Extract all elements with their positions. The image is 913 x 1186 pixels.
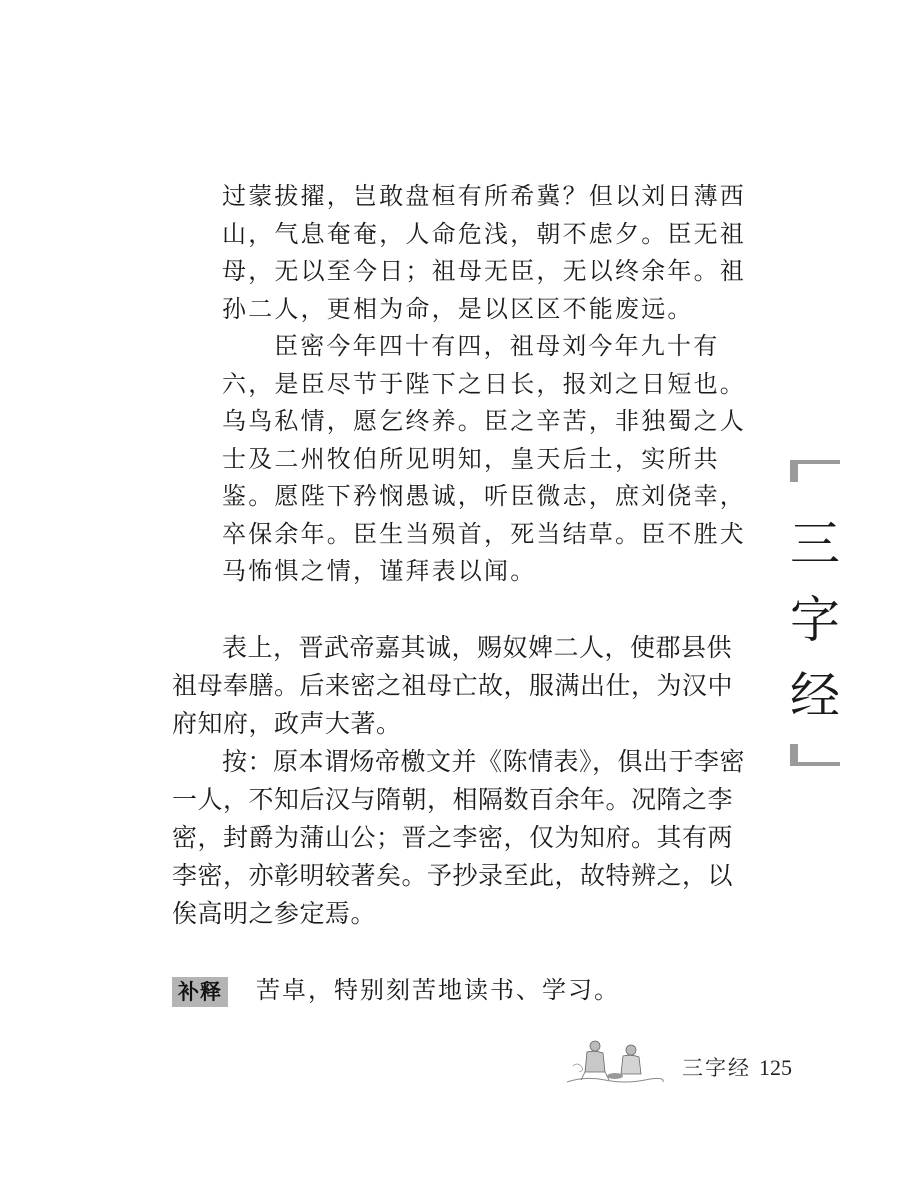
body-paragraph: 按：原本谓炀帝檄文并《陈情表》，俱出于李密一人，不知后汉与隋朝，相隔数百余年。况隋之李密，封爵为蒲山公；晋之李密，仅为知府。其有两李密，亦彰明较著矣。予抄录至此，故特辨之，以俟高明之参定焉。 [172, 749, 746, 928]
note-label: 补释 [172, 977, 228, 1007]
reading-figures-illustration-icon [565, 1036, 665, 1086]
page-number: 125 [759, 1055, 792, 1080]
quote-paragraph: 臣密今年四十有四，祖母刘今年九十有六，是臣尽节于陛下之日长，报刘之日短也。乌鸟私情，愿乞终养。臣之辛苦，非独蜀之人士及二州牧伯所见明知，皇天后土，实所共鉴。愿陛下矜悯愚诚，听臣微志，庶刘侥幸，卒保余年。臣生当殒首，死当结草。臣不胜犬马怖惧之情，谨拜表以闻。 [222, 332, 746, 585]
side-tab-char: 经 [790, 667, 840, 725]
side-tab-char: 字 [790, 591, 840, 649]
quoted-memorial [222, 178, 752, 591]
supplementary-note [172, 972, 752, 1008]
side-tab-char: 三 [790, 515, 840, 573]
bracket-bottom-icon [790, 744, 840, 766]
note-text: 苦卓，特别刻苦地读书、学习。 [256, 976, 620, 1004]
quote-paragraph: 过蒙拔擢，岂敢盘桓有所希冀？但以刘日薄西山，气息奄奄，人命危浅，朝不虑夕。臣无祖母，无以至今日；祖母无臣，无以终余年。祖孙二人，更相为命，是以区区不能废远。 [222, 182, 746, 323]
commentary [172, 630, 752, 934]
chapter-side-tab [790, 460, 840, 766]
running-footer [682, 1052, 792, 1082]
bracket-top-icon [790, 460, 840, 482]
footer-book-title: 三字经 [682, 1056, 751, 1080]
body-paragraph: 表上，晋武帝嘉其诚，赐奴婢二人，使郡县供祖母奉膳。后来密之祖母亡故，服满出仕，为汉中府知府，政声大著。 [172, 635, 734, 738]
page-footer [565, 1036, 805, 1086]
